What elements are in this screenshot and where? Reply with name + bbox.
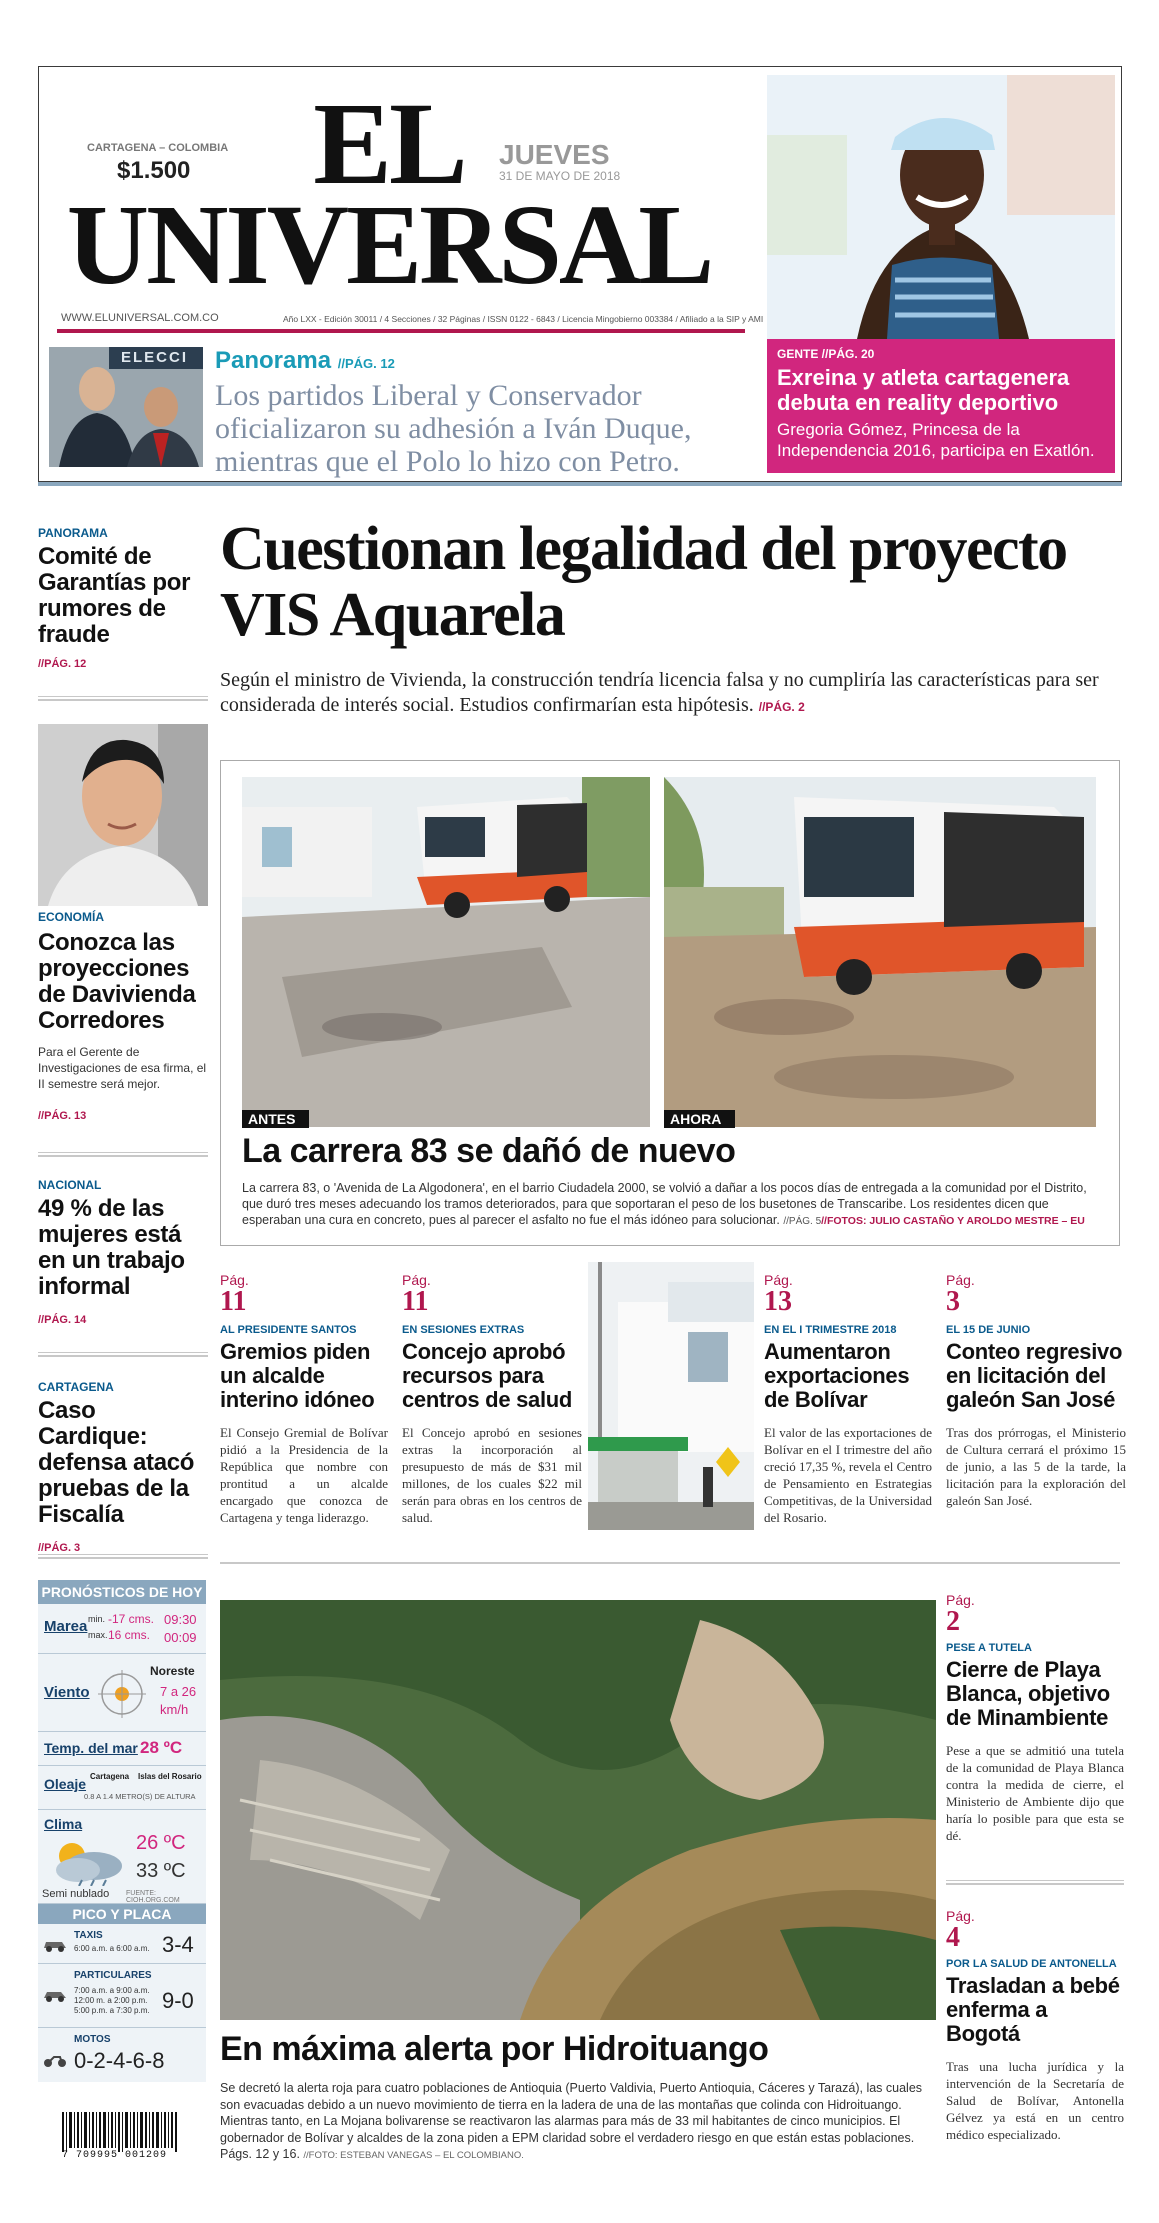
wind-direction: Noreste <box>150 1664 195 1678</box>
waves-col-1: Cartagena <box>90 1772 130 1781</box>
right-pag-num: 2 <box>946 1606 960 1637</box>
weather-title: PRONÓSTICOS DE HOY <box>38 1580 206 1604</box>
wind-row <box>38 1654 206 1732</box>
private-cars-digits: 9-0 <box>162 1988 194 2013</box>
motorcycle-icon <box>42 2052 68 2068</box>
hidroituango-photo <box>220 1600 936 2020</box>
left-item-1[interactable] <box>38 526 208 670</box>
wind-unit: km/h <box>160 1702 189 1717</box>
hidroituango-credit: //FOTO: ESTEBAN VANEGAS – EL COLOMBIANO. <box>303 2150 524 2161</box>
car-icon <box>42 1988 68 2002</box>
left-item-kicker: PANORAMA <box>38 526 108 540</box>
left-item-headline: Caso Cardique: defensa atacó pruebas de la Fiscalía <box>38 1397 195 1528</box>
waves-row <box>38 1766 206 1810</box>
left-item-headline: Conozca las proyecciones de Davivienda Corredores <box>38 929 196 1034</box>
brief-pag-label: Pág. <box>402 1272 431 1288</box>
price: $1.500 <box>117 157 191 184</box>
lead-page[interactable]: //PÁG. 2 <box>758 700 805 714</box>
location-label: CARTAGENA – COLOMBIA <box>87 142 229 154</box>
website[interactable]: WWW.ELUNIVERSAL.COM.CO <box>61 312 219 324</box>
left-item-headline: Comité de Garantías por rumores de fraude <box>38 543 191 648</box>
right-kicker: POR LA SALUD DE ANTONELLA <box>946 1958 1117 1970</box>
brief-pag-num: 11 <box>402 1286 429 1317</box>
lead-deck-text: Según el ministro de Vivienda, la construcción tendría licencia falsa y no cumpliría las características para ser considerada de interés social. Estudios confirmarían esta hipótesis. <box>220 669 1099 716</box>
right-headline: Cierre de Playa Blanca, objetivo de Minambiente <box>946 1657 1110 1730</box>
taxis-row <box>38 1924 206 1964</box>
barcode-number: 7 709995 001209 <box>62 2150 168 2161</box>
waves-label: Oleaje <box>44 1776 87 1792</box>
date: 31 DE MAYO DE 2018 <box>499 169 621 183</box>
left-item-3[interactable] <box>38 1178 208 1326</box>
briefs-divider <box>220 1562 1120 1564</box>
brief-headline: Concejo aprobó recursos para centros de salud <box>402 1339 573 1412</box>
waves-col-2: Islas del Rosario <box>138 1772 202 1781</box>
brief-body: Tras dos prórrogas, el Ministerio de Cultura cerrará el próximo 15 de junio, a las 5 de la tarde, la licitación para la exploración del galeón San José. <box>946 1425 1126 1508</box>
brief-3[interactable] <box>764 1272 932 1526</box>
sea-temp-value: 28 ºC <box>140 1738 183 1757</box>
brief-kicker: EN SESIONES EXTRAS <box>402 1324 525 1336</box>
wind-speed: 7 a 26 <box>160 1684 197 1699</box>
panorama-section-label: Panorama <box>215 347 332 374</box>
brief-pag-num: 3 <box>946 1286 960 1317</box>
right-pag-label: Pág. <box>946 1908 975 1924</box>
taxis-digits: 3-4 <box>162 1932 194 1957</box>
taxis-label: TAXIS <box>74 1930 103 1941</box>
left-item-body: Para el Gerente de Investigaciones de esa firma, el II semestre será mejor. <box>38 1045 207 1091</box>
right-headline: Trasladan a bebé enferma a Bogotá <box>946 1973 1120 2046</box>
climate-high: 26 ºC <box>136 1832 186 1854</box>
photo-sign-text: ELECCI <box>121 349 189 366</box>
brief-pag-label: Pág. <box>220 1272 249 1288</box>
left-item-page: //PÁG. 14 <box>38 1314 87 1326</box>
climate-state: Semi nublado <box>42 1888 110 1900</box>
brief-headline: Aumentaron exportaciones de Bolívar <box>764 1339 910 1412</box>
health-center-photo <box>588 1262 754 1530</box>
sea-temp-label: Temp. del mar <box>44 1740 138 1756</box>
brief-body: El Consejo Gremial de Bolívar pidió a la Presidencia de la República que nombre con prontitud a un alcalde encargado que conozca de Cartagena y tenga liderazgo. <box>220 1425 388 1525</box>
left-item-kicker: NACIONAL <box>38 1178 102 1192</box>
brief-1[interactable] <box>220 1272 388 1526</box>
tide-max-value: 16 cms. <box>108 1628 151 1642</box>
left-item-page: //PÁG. 12 <box>38 658 87 670</box>
private-cars-row <box>38 1964 206 2028</box>
before-photo <box>242 777 650 1127</box>
brief-headline: Conteo regresivo en licitación del galeón San José <box>946 1339 1123 1412</box>
edition-info: Año LXX - Edición 30011 / 4 Secciones / 32 Páginas / ISSN 0122 - 6843 / Licencia Mingobierno 003384 / Afiliado a la SIP y AMI <box>283 314 764 324</box>
brief-2[interactable] <box>402 1272 582 1526</box>
masthead <box>38 66 1122 482</box>
right-item-2[interactable] <box>946 1908 1124 2143</box>
right-pag-label: Pág. <box>946 1592 975 1608</box>
taxis-time: 6:00 a.m. a 6:00 a.m. <box>74 1944 150 1953</box>
tide-min-value: -17 cms. <box>108 1612 155 1626</box>
waves-note: 0.8 A 1.4 METRO(S) DE ALTURA <box>84 1792 196 1801</box>
gente-section: GENTE //PÁG. 20 <box>777 347 875 361</box>
climate-low: 33 ºC <box>136 1860 186 1882</box>
executive-photo <box>38 724 208 906</box>
panorama-page: //PÁG. 12 <box>337 356 395 371</box>
tide-label: Marea <box>44 1618 88 1635</box>
right-body: Tras una lucha jurídica y la intervención de la Secretaría de Salud de Bolívar, Antonella Gélvez ya está en un centro médico especializado. <box>946 2059 1124 2142</box>
bus-credit: //FOTOS: JULIO CASTAÑO Y AROLDO MESTRE – EU <box>821 1215 1085 1227</box>
hidroituango-headline[interactable]: En máxima alerta por Hidroituango <box>220 2030 769 2068</box>
left-item-2[interactable] <box>38 910 208 1122</box>
motos-digits: 0-2-4-6-8 <box>74 2048 165 2073</box>
brief-pag-label: Pág. <box>764 1272 793 1288</box>
divider <box>38 1152 208 1157</box>
divider <box>38 1352 208 1357</box>
lead-deck <box>220 668 1120 720</box>
logo-universal: UNIVERSAL <box>66 181 712 308</box>
after-label: AHORA <box>664 1110 735 1128</box>
panorama-section[interactable] <box>215 347 395 375</box>
climate-row <box>38 1810 206 1904</box>
tide-time-1: 09:30 <box>164 1612 197 1627</box>
right-kicker: PESE A TUTELA <box>946 1642 1032 1654</box>
private-cars-time-2: 12:00 m. a 2:00 p.m. <box>74 1996 148 2005</box>
brief-kicker: EL 15 DE JUNIO <box>946 1324 1031 1336</box>
tide-time-2: 00:09 <box>164 1630 197 1645</box>
right-item-1[interactable] <box>946 1592 1124 1844</box>
brief-body: El Concejo aprobó en sesiones extras la incorporación al presupuesto de más de $31 mil millones, de los cuales $22 mil serán para obras en los centros de salud. <box>402 1425 582 1525</box>
bus-headline[interactable]: La carrera 83 se dañó de nuevo <box>242 1132 736 1170</box>
weekday: JUEVES <box>499 139 610 170</box>
left-item-kicker: ECONOMÍA <box>38 910 104 924</box>
before-label: ANTES <box>242 1110 309 1128</box>
left-item-headline: 49 % de las mujeres está en un trabajo informal <box>38 1195 185 1300</box>
pico-placa-title: PICO Y PLACA <box>38 1904 206 1924</box>
bus-body-text: La carrera 83, o 'Avenida de La Algodonera', en el barrio Ciudadela 2000, se volvió a dañar a los pocos días de entregada a la comunidad por el Distrito, que duró tres meses adecuando los tramos deteriorados, para que soportaran el peso de los busetones de Transcaribe. Los residentes dicen que esperaban una cura en concreto, pues al parecer el asfalto no fue el más idóneo para solucionar. <box>242 1181 1087 1227</box>
divider <box>38 696 208 701</box>
brief-pag-num: 13 <box>764 1286 792 1317</box>
logo-el: EL <box>313 78 465 209</box>
hidroituango-body <box>220 2080 936 2165</box>
climate-source: FUENTE: CIOH.ORG.COM <box>126 1890 180 1904</box>
brief-kicker: AL PRESIDENTE SANTOS <box>220 1324 357 1336</box>
right-pag-num: 4 <box>946 1922 960 1953</box>
private-cars-time-1: 7:00 a.m. a 9:00 a.m. <box>74 1986 150 1995</box>
masthead-rule <box>57 329 745 333</box>
wind-label: Viento <box>44 1684 90 1701</box>
gente-teaser[interactable] <box>767 339 1115 473</box>
candidates-photo <box>49 347 203 467</box>
weather-box <box>38 1580 206 2082</box>
athlete-photo <box>767 75 1115 339</box>
motos-label: MOTOS <box>74 2034 111 2045</box>
motos-row <box>38 2028 206 2082</box>
gente-headline: Exreina y atleta cartagenera debuta en reality deportivo <box>777 365 1070 415</box>
private-cars-time-3: 5:00 p.m. a 7:30 p.m. <box>74 2006 150 2015</box>
gente-body: Gregoria Gómez, Princesa de la Independencia 2016, participa en Exatlón. <box>777 420 1095 460</box>
tide-row <box>38 1604 206 1654</box>
left-item-4[interactable] <box>38 1380 208 1554</box>
brief-pag-num: 11 <box>220 1286 247 1317</box>
brief-body: El valor de las exportaciones de Bolívar en el I trimestre del año creció 17,35 %, revela el Centro de Pensamiento en Estrategias Competitivas, de la Universidad del Rosario. <box>764 1425 932 1525</box>
sea-temp-row <box>38 1732 206 1766</box>
divider <box>38 1554 208 1559</box>
tide-min-label: min. <box>88 1614 106 1624</box>
brief-kicker: EN EL I TRIMESTRE 2018 <box>764 1324 897 1336</box>
brief-headline: Gremios piden un alcalde interino idóneo <box>220 1339 375 1412</box>
brief-4[interactable] <box>946 1272 1126 1509</box>
hidroituango-body-text: Se decretó la alerta roja para cuatro poblaciones de Antioquia (Puerto Valdivia, Puerto Antioquia, Cáceres y Tarazá), las cuales son evacuadas debido a un nuevo movimiento de tierra en la ladera de una de las montañas que colinda con Hidroituango. Mientras tanto, en La Mojana bolivarense se reactivaron las alarmas para más de 33 mil habitantes de cinco municipios. El gobernador de Bolívar y alcaldes de la zona piden a EPM claridad sobre el verdadero riesgo en que están estas poblaciones. Págs. 12 y 16. <box>220 2081 923 2161</box>
bus-body <box>242 1180 1104 1230</box>
masthead-bottom-rule <box>38 482 1122 486</box>
left-item-page: //PÁG. 13 <box>38 1110 87 1122</box>
compass-icon <box>96 1666 148 1722</box>
lead-headline[interactable]: Cuestionan legalidad del proyecto VIS Aquarela <box>220 515 1067 649</box>
partly-cloudy-icon <box>42 1836 132 1886</box>
right-body: Pese a que se admitió una tutela de la comunidad de Playa Blanca contra la medida de cierre, el Ministerio de Ambiente dijo que haría lo posible para que esta se dé. <box>946 1743 1124 1843</box>
tide-max-label: max. <box>88 1630 108 1640</box>
taxi-icon <box>42 1938 68 1952</box>
divider <box>946 1880 1124 1885</box>
left-item-kicker: CARTAGENA <box>38 1380 114 1394</box>
after-photo <box>664 777 1096 1127</box>
bus-page[interactable]: //PÁG. 5 <box>783 1216 822 1227</box>
climate-label: Clima <box>44 1816 83 1832</box>
panorama-headline[interactable]: Los partidos Liberal y Conservador oficializaron su adhesión a Iván Duque, mientras que el Polo lo hizo con Petro. <box>215 379 692 478</box>
brief-pag-label: Pág. <box>946 1272 975 1288</box>
left-item-page: //PÁG. 3 <box>38 1542 81 1554</box>
private-cars-label: PARTICULARES <box>74 1970 152 1981</box>
